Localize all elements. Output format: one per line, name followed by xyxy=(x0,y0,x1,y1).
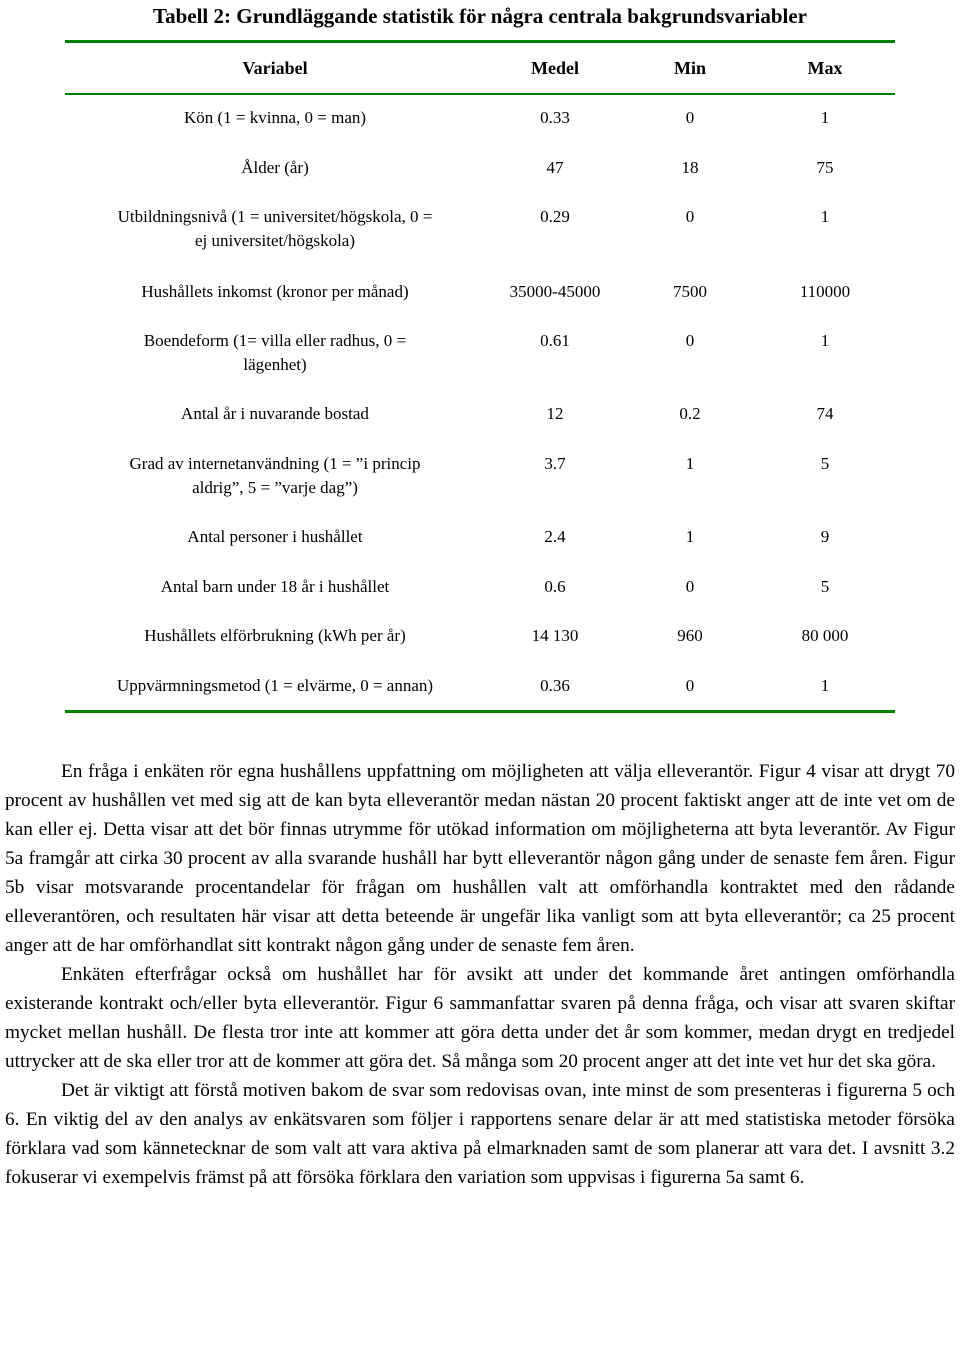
cell-min: 1 xyxy=(685,527,695,546)
cell-min: 0.2 xyxy=(679,404,701,423)
cell-max: 5 xyxy=(820,454,830,473)
cell-variable xyxy=(70,106,480,130)
cell-variable xyxy=(70,525,480,549)
paragraph: En fråga i enkäten rör egna hushållens uppfattning om möjligheten att välja elleverantör. Figur 4 visar att drygt 70 procent av hushållen vet med sig att de kan byta elleverantör medan nästan 20 procent faktiskt anger att de inte vet om de kan eller ej. Detta visar att det bör finnas utrymme för utökad information om möjligheterna att byta leverantör. Av Figur 5a framgår att cirka 30 procent av alla svarande hushåll har bytt elleverantör någon gång under de senaste fem åren. Figur 5b visar motsvarande procentandelar för frågan om hushållen valt att omförhandla kontraktet med den rådande elleverantören, och resultaten här visar att detta beteende är ungefär lika vanligt som att byta elleverantör; ca 25 procent anger att de har omförhandlat sitt kontrakt någon gång under de senaste fem åren. xyxy=(5,761,955,956)
cell-mean: 35000-45000 xyxy=(509,282,601,301)
cell-variable-line: Antal år i nuvarande bostad xyxy=(181,404,369,423)
cell-variable-line: Grad av internetanvändning (1 = ”i princip xyxy=(129,454,421,473)
cell-min: 7500 xyxy=(673,282,707,301)
cell-variable xyxy=(70,280,480,304)
cell-variable-line: Hushållets elförbrukning (kWh per år) xyxy=(144,626,406,645)
cell-mean: 0.36 xyxy=(540,676,570,695)
cell-max: 1 xyxy=(820,207,830,226)
header-mean: Medel xyxy=(531,58,579,78)
cell-variable xyxy=(70,156,480,180)
cell-max: 74 xyxy=(816,404,834,423)
cell-max: 1 xyxy=(820,331,830,350)
cell-max: 9 xyxy=(820,527,830,546)
cell-variable-line: Ålder (år) xyxy=(241,158,309,177)
cell-mean: 47 xyxy=(546,158,564,177)
cell-min: 0 xyxy=(685,207,695,226)
cell-max: 5 xyxy=(820,577,830,596)
cell-variable-line: Kön (1 = kvinna, 0 = man) xyxy=(183,108,367,127)
cell-max: 80 000 xyxy=(801,626,849,645)
cell-max: 1 xyxy=(820,108,830,127)
table-bottom-rule xyxy=(65,710,895,713)
cell-variable-line: Boendeform (1= villa eller radhus, 0 = xyxy=(143,331,407,350)
cell-variable xyxy=(70,205,480,253)
cell-variable xyxy=(70,624,480,648)
header-max: Max xyxy=(807,58,843,78)
cell-min: 18 xyxy=(681,158,699,177)
cell-variable xyxy=(70,674,480,698)
table-title: Tabell 2: Grundläggande statistik för några centrala bakgrundsvariabler xyxy=(153,4,807,28)
cell-variable-line: aldrig”, 5 = ”varje dag”) xyxy=(192,478,358,497)
cell-variable xyxy=(70,452,480,500)
cell-mean: 12 xyxy=(546,404,564,423)
cell-variable-line: Antal personer i hushållet xyxy=(187,527,363,546)
cell-max: 75 xyxy=(816,158,834,177)
cell-max: 1 xyxy=(820,676,830,695)
cell-mean: 2.4 xyxy=(544,527,566,546)
cell-variable-line: Antal barn under 18 år i hushållet xyxy=(160,577,390,596)
cell-variable xyxy=(70,402,480,426)
cell-variable-line: Hushållets inkomst (kronor per månad) xyxy=(141,282,409,301)
cell-mean: 0.33 xyxy=(540,108,570,127)
cell-variable-line: ej universitet/högskola) xyxy=(194,231,356,250)
cell-variable-line: Uppvärmningsmetod (1 = elvärme, 0 = annan) xyxy=(116,676,434,695)
cell-min: 0 xyxy=(685,676,695,695)
cell-mean: 14 130 xyxy=(531,626,579,645)
cell-variable xyxy=(70,575,480,599)
cell-mean: 0.29 xyxy=(540,207,570,226)
table-header-rule xyxy=(65,93,895,95)
cell-min: 1 xyxy=(685,454,695,473)
paragraph: Enkäten efterfrågar också om hushållet har för avsikt att under det kommande året antingen omförhandla existerande kontrakt och/eller byta elleverantör. Figur 6 sammanfattar svaren på denna fråga, och visar att svaren skiftar mycket mellan hushåll. De flesta tror inte att kommer att göra detta under det år som kommer, medan drygt en tredjedel uttrycker att de ska eller tror att de kommer att göra det. Så många som 20 procent anger att det inte vet hur det ska göra. xyxy=(5,964,955,1072)
cell-min: 0 xyxy=(685,108,695,127)
header-min: Min xyxy=(673,58,706,78)
cell-variable-line: Utbildningsnivå (1 = universitet/högskola, 0 = xyxy=(117,207,433,226)
body-text xyxy=(5,757,955,1192)
cell-mean: 0.61 xyxy=(540,331,570,350)
cell-mean: 0.6 xyxy=(544,577,566,596)
cell-min: 0 xyxy=(685,331,695,350)
table-top-rule xyxy=(65,40,895,43)
cell-min: 0 xyxy=(685,577,695,596)
cell-max: 110000 xyxy=(799,282,851,301)
header-variable: Variabel xyxy=(242,58,308,78)
cell-variable xyxy=(70,329,480,377)
paragraph: Det är viktigt att förstå motiven bakom de svar som redovisas ovan, inte minst de som presenteras i figurerna 5 och 6. En viktig del av den analys av enkätsvaren som följer i rapportens senare delar är att med statistiska metoder försöka förklara vad som kännetecknar de som valt att vara aktiva på elmarknaden samt de som planerar att vara det. I avsnitt 3.2 fokuserar vi exempelvis främst på att försöka förklara den variation som uppvisas i figurerna 5a samt 6. xyxy=(5,1080,955,1188)
cell-variable-line: lägenhet) xyxy=(243,355,307,374)
cell-mean: 3.7 xyxy=(544,454,566,473)
cell-min: 960 xyxy=(677,626,703,645)
